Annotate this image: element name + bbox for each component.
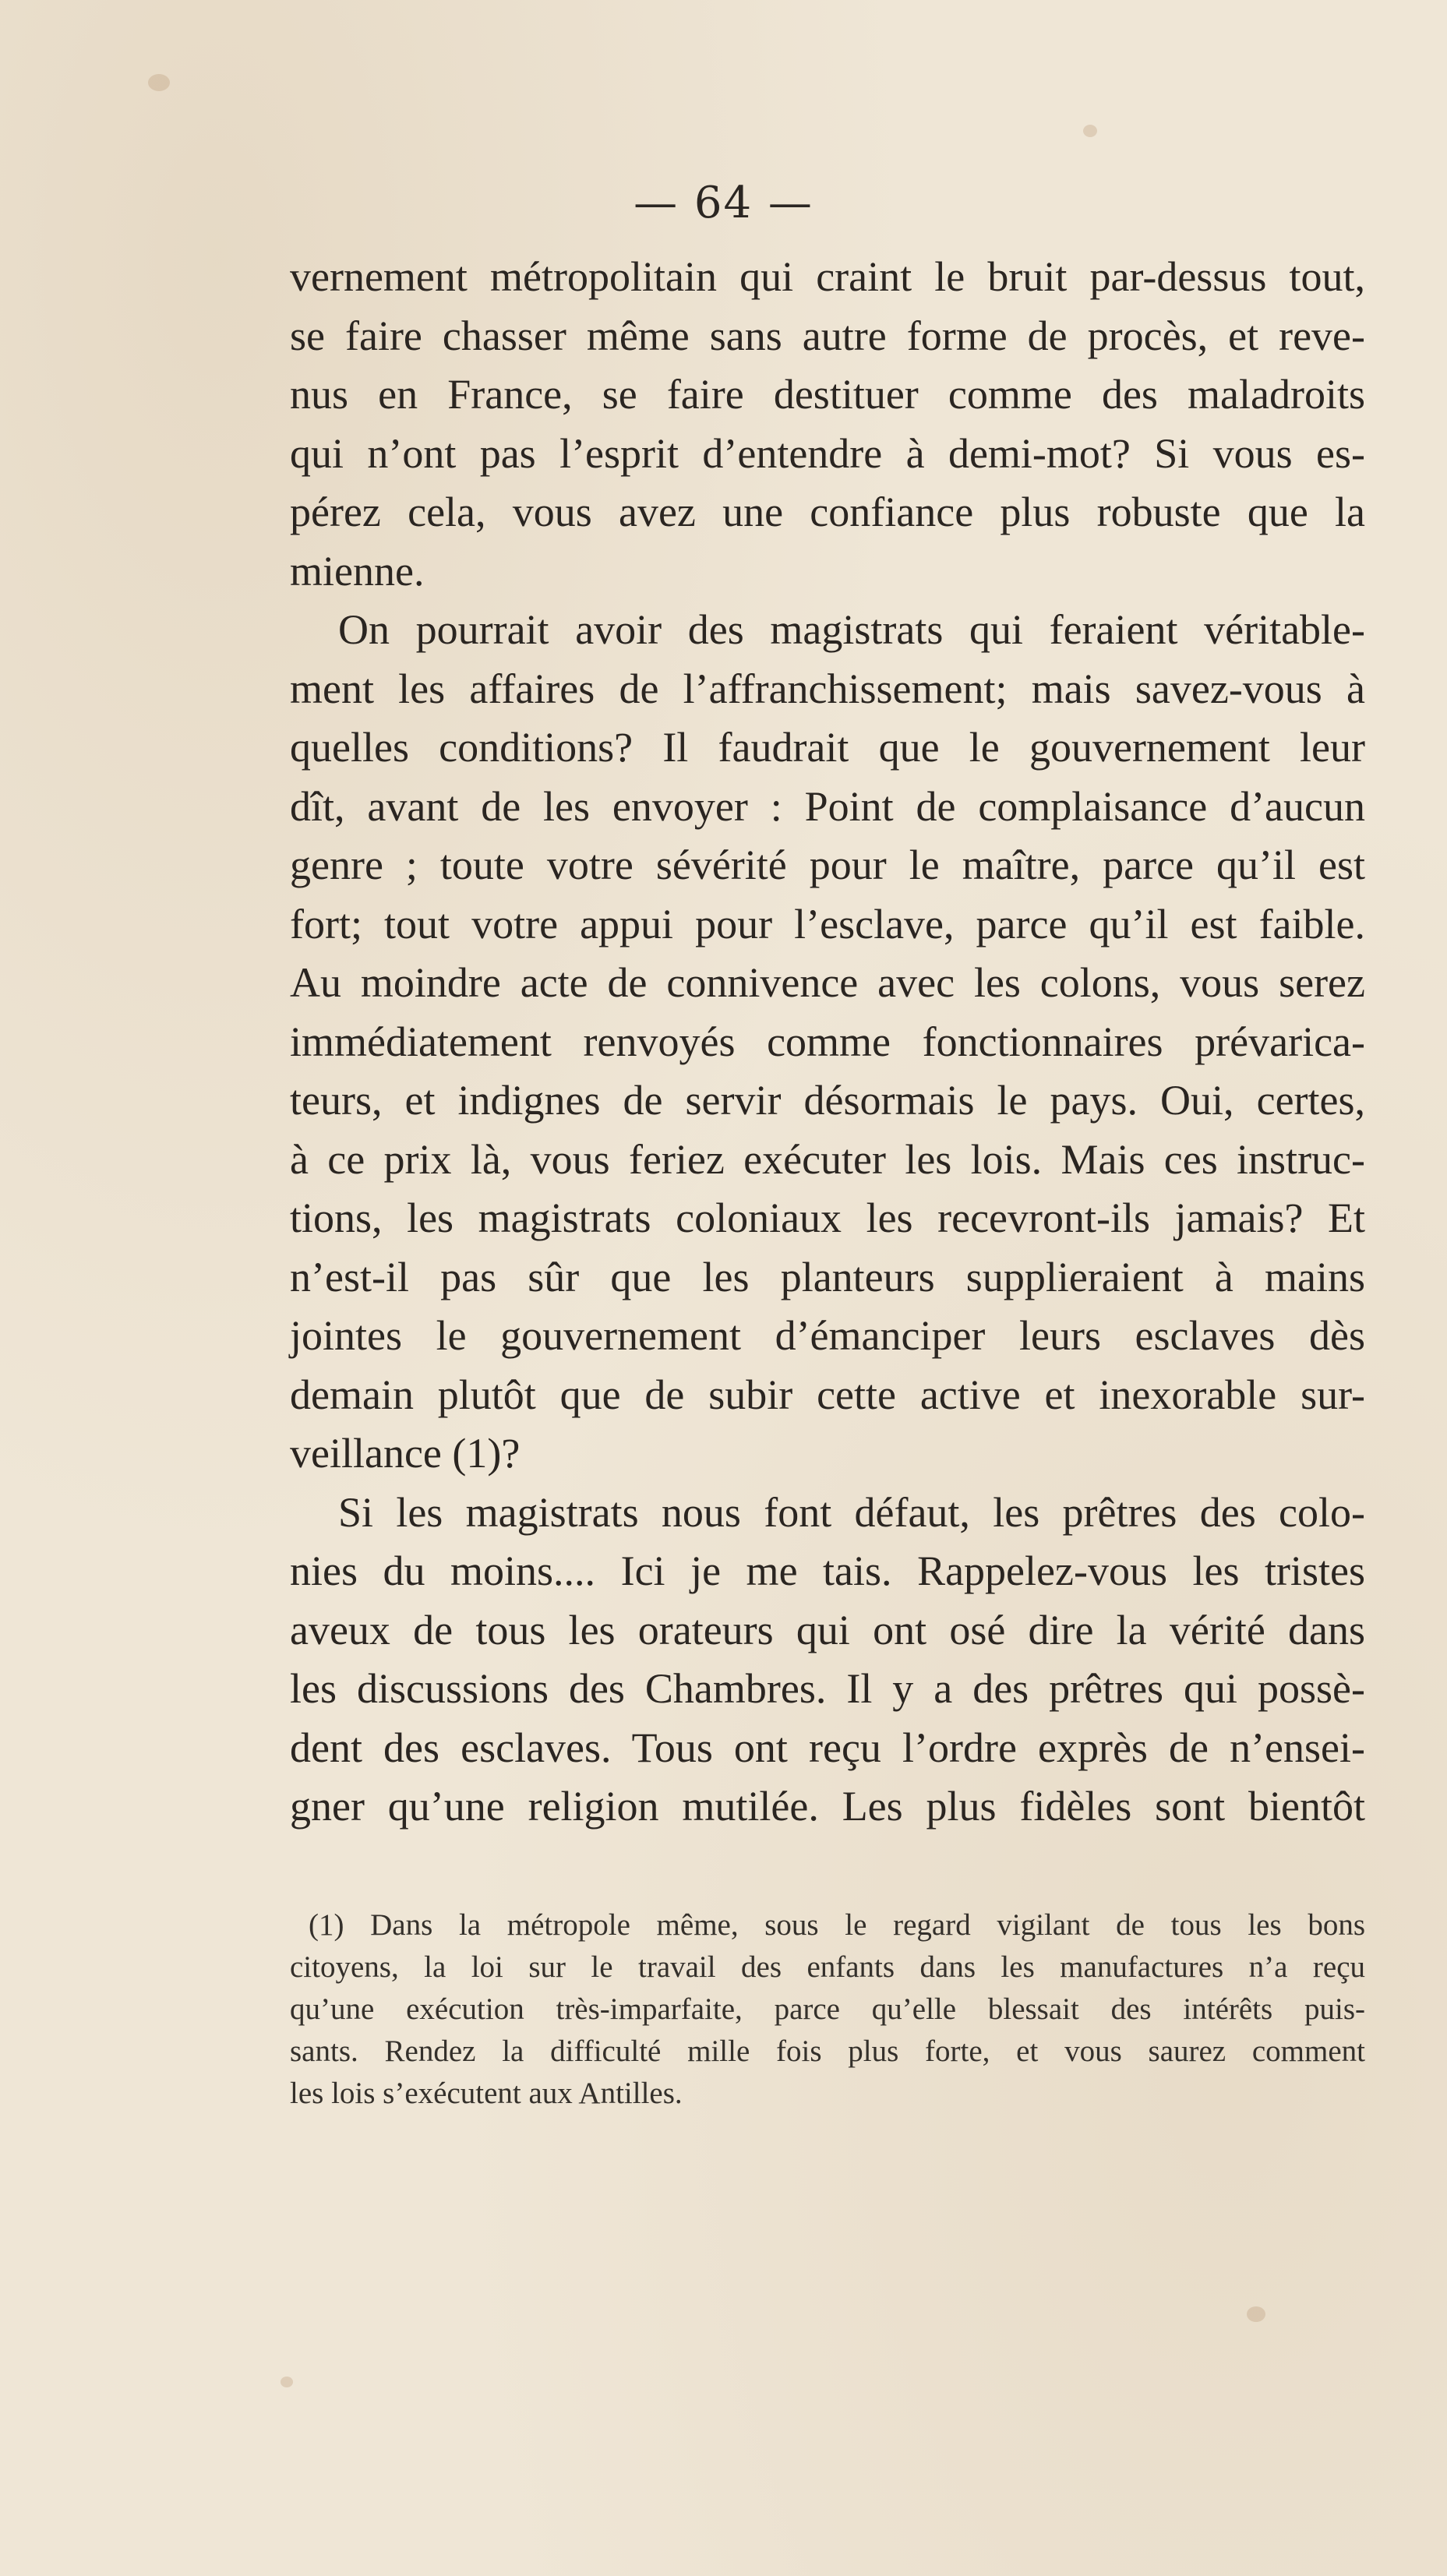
footnote-line: sants. Rendez la difficulté mille fois plus forte, et vous saurez comment <box>290 2034 1365 2068</box>
text-line: dent des esclaves. Tous ont reçu l’ordre exprès de n’ensei- <box>290 1724 1365 1771</box>
footnote-line: les lois s’exécutent aux Antilles. <box>290 2077 683 2110</box>
foxing-spot <box>1247 2306 1265 2322</box>
text-line: On pourrait avoir des magistrats qui feraient véritable- <box>338 606 1365 653</box>
footnote-line: citoyens, la loi sur le travail des enfants dans les manufactures n’a reçu <box>290 1950 1365 1984</box>
text-line: tions, les magistrats coloniaux les recevront-ils jamais? Et <box>290 1194 1365 1241</box>
footnote-line: qu’une exécution très-imparfaite, parce qu’elle blessait des intérêts puis- <box>290 1992 1365 2026</box>
text-line: se faire chasser même sans autre forme de procès, et reve- <box>290 312 1365 359</box>
text-line: mienne. <box>290 547 425 595</box>
text-line: nus en France, se faire destituer comme des maladroits <box>290 371 1365 418</box>
text-line: vernement métropolitain qui craint le bruit par-dessus tout, <box>290 253 1365 300</box>
text-line: n’est-il pas sûr que les planteurs supplieraient à mains <box>290 1253 1365 1300</box>
text-line: veillance (1)? <box>290 1430 521 1477</box>
footnote <box>290 1904 1365 2115</box>
text-line: fort; tout votre appui pour l’esclave, parce qu’il est faible. <box>290 900 1365 947</box>
text-line: dît, avant de les envoyer : Point de complaisance d’aucun <box>290 782 1365 830</box>
text-line: les discussions des Chambres. Il y a des prêtres qui possè- <box>290 1665 1365 1712</box>
text-line: ment les affaires de l’affranchissement; mais savez-vous à <box>290 665 1365 712</box>
foxing-spot <box>148 74 170 91</box>
footnote-line: (1) Dans la métropole même, sous le regard vigilant de tous les bons <box>309 1908 1365 1942</box>
text-line: jointes le gouvernement d’émanciper leurs esclaves dès <box>290 1312 1365 1359</box>
text-line: teurs, et indignes de servir désormais le pays. Oui, certes, <box>290 1077 1365 1124</box>
text-line: à ce prix là, vous feriez exécuter les lois. Mais ces instruc- <box>290 1135 1365 1183</box>
text-line: nies du moins.... Ici je me tais. Rappelez-vous les tristes <box>290 1547 1365 1594</box>
text-line: genre ; toute votre sévérité pour le maître, parce qu’il est <box>290 842 1365 888</box>
text-line: quelles conditions? Il faudrait que le gouvernement leur <box>290 724 1365 771</box>
text-line: Si les magistrats nous font défaut, les prêtres des colo- <box>338 1488 1365 1536</box>
body-text <box>290 248 1365 1837</box>
text-line: demain plutôt que de subir cette active et inexorable sur- <box>290 1371 1365 1418</box>
text-line: pérez cela, vous avez une confiance plus robuste que la <box>290 489 1365 535</box>
foxing-spot <box>281 2377 293 2387</box>
text-line: qui n’ont pas l’esprit d’entendre à demi-mot? Si vous es- <box>290 429 1365 477</box>
text-line: aveux de tous les orateurs qui ont osé dire la vérité dans <box>290 1606 1365 1653</box>
text-line: gner qu’une religion mutilée. Les plus fidèles sont bientôt <box>290 1783 1365 1830</box>
text-line: Au moindre acte de connivence avec les colons, vous serez <box>290 959 1365 1006</box>
text-line: immédiatement renvoyés comme fonctionnaires prévarica- <box>290 1018 1365 1065</box>
foxing-spot <box>1083 125 1097 137</box>
page-number: — 64 — <box>634 178 813 228</box>
